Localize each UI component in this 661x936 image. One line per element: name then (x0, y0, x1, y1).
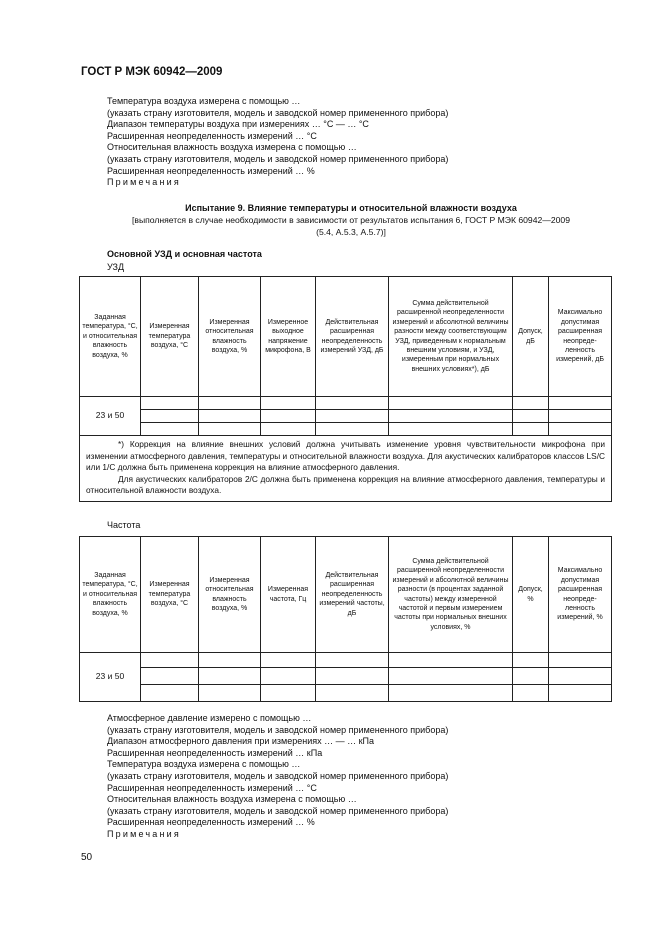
column-header: Сумма действительной расширенной неопределенности измерений и абсолютной величины разности (в процентах заданной частоты) между измеренной частотой и первым измерением частоты при нормальных внешних условиях, % (389, 537, 513, 653)
table-cell[interactable] (141, 397, 199, 410)
test-reference-line: (5.4, А.5.3, А.5.7)] (316, 227, 386, 237)
text-line: (указать страну изготовителя, модель и заводской номер примененного прибора) (107, 770, 449, 781)
text-line: Расширенная неопределенность измерений … °С (107, 782, 317, 793)
table-footnote (80, 436, 612, 502)
text-line: Атмосферное давление измерено с помощью … (107, 713, 312, 723)
table-cell[interactable] (549, 397, 612, 410)
section-title: Основной УЗД и основная частота (107, 249, 262, 259)
text-line: Относительная влажность воздуха измерена с помощью … (107, 142, 357, 153)
column-header: Измеренное выходное напряжение микрофона, В (261, 277, 316, 397)
column-header: Измеренная частота, Гц (261, 537, 316, 653)
table-cell[interactable] (316, 685, 389, 702)
table-cell[interactable] (141, 653, 199, 668)
table-cell[interactable] (513, 668, 549, 685)
text-line: Диапазон температуры воздуха при измерениях … °С — … °С (107, 119, 369, 130)
bottom-measurement-block (107, 713, 448, 841)
table-cell[interactable] (316, 653, 389, 668)
frequency-table (79, 536, 612, 702)
table-cell[interactable] (261, 423, 316, 436)
table-cell[interactable] (316, 410, 389, 423)
text-line: (указать страну изготовителя, модель и заводской номер примененного прибора) (107, 153, 449, 164)
table-cell[interactable] (389, 410, 513, 423)
table-cell[interactable] (316, 397, 389, 410)
table-cell[interactable] (141, 685, 199, 702)
text-line: Диапазон атмосферного давления при измерениях … — … кПа (107, 736, 375, 747)
table-cell[interactable] (261, 685, 316, 702)
column-header: Действительная расширенная неопределенность измерений частоты, дБ (316, 537, 389, 653)
text-line: Расширенная неопределенность измерений … % (107, 165, 315, 176)
text-line: Температура воздуха измерена с помощью … (107, 759, 301, 770)
table-cell[interactable] (389, 668, 513, 685)
footnote-paragraph: *) Коррекция на влияние внешних условий должна учитывать изменение уровня чувствительности микрофона при изменении атмосферного давления, температуры и относительной влажности воздуха. Для акустических калибраторов классов LS/C или 1/C должна быть применена коррекция на влияние атмосферного давления. (86, 439, 605, 473)
row-label: 23 и 50 (80, 653, 141, 702)
table-cell[interactable] (549, 668, 612, 685)
test-title-block (81, 202, 621, 238)
spl-table (79, 276, 612, 502)
column-header: Допуск, дБ (513, 277, 549, 397)
table-cell[interactable] (261, 668, 316, 685)
table-cell[interactable] (199, 668, 261, 685)
text-line: (указать страну изготовителя, модель и заводской номер примененного прибора) (107, 107, 449, 118)
text-line: Расширенная неопределенность измерений … °С (107, 130, 317, 141)
text-line: (указать страну изготовителя, модель и заводской номер примененного прибора) (107, 724, 449, 735)
table-cell[interactable] (513, 685, 549, 702)
column-header: Сумма действительной расширенной неопределенности измерений и абсолютной величины разности между соответствующим УЗД, приведенным к нормальным внешним условиям, и УЗД, измеренным при нормальных внешних условиях*), дБ (389, 277, 513, 397)
table-cell[interactable] (389, 397, 513, 410)
table-cell[interactable] (141, 668, 199, 685)
text-line: (указать страну изготовителя, модель и заводской номер примененного прибора) (107, 805, 449, 816)
table-cell[interactable] (199, 685, 261, 702)
table-cell[interactable] (141, 410, 199, 423)
table-cell[interactable] (513, 653, 549, 668)
text-line: Расширенная неопределенность измерений … кПа (107, 747, 323, 758)
column-header: Допуск, % (513, 537, 549, 653)
text-line: Расширенная неопределенность измерений … % (107, 817, 315, 828)
column-header: Измеренная относительная влажность воздуха, % (199, 277, 261, 397)
document-header: ГОСТ Р МЭК 60942—2009 (81, 66, 223, 78)
column-header: Заданная температура, °С, и относительная влажность воздуха, % (80, 277, 141, 397)
table-cell[interactable] (261, 653, 316, 668)
notes-label: Примечания (107, 828, 181, 839)
table-cell[interactable] (549, 423, 612, 436)
table-cell[interactable] (141, 423, 199, 436)
table-cell[interactable] (549, 685, 612, 702)
test-condition-line: [выполняется в случае необходимости в зависимости от результатов испытания 6, ГОСТ Р МЭК 60942—2009 (132, 215, 570, 225)
page-number: 50 (81, 852, 93, 863)
notes-label: Примечания (107, 177, 181, 188)
table-cell[interactable] (389, 685, 513, 702)
table-cell[interactable] (389, 653, 513, 668)
text-line: Относительная влажность воздуха измерена с помощью … (107, 794, 357, 805)
table-cell[interactable] (261, 397, 316, 410)
table-cell[interactable] (389, 423, 513, 436)
column-header: Измеренная температура воздуха, °С (141, 277, 199, 397)
column-header: Действительная расширенная неопределенность измерений УЗД, дБ (316, 277, 389, 397)
table-cell[interactable] (199, 410, 261, 423)
table-cell[interactable] (513, 423, 549, 436)
table-cell[interactable] (316, 423, 389, 436)
table-cell[interactable] (316, 668, 389, 685)
top-measurement-block (107, 96, 448, 189)
column-header: Максимально допустимая расширенная неопределенность измерений, % (549, 537, 612, 653)
section-subtitle: Частота (107, 520, 141, 530)
table-cell[interactable] (199, 653, 261, 668)
table-cell[interactable] (549, 410, 612, 423)
column-header: Заданная температура, °С, и относительная влажность воздуха, % (80, 537, 141, 653)
table-cell[interactable] (513, 397, 549, 410)
text-line: Температура воздуха измерена с помощью … (107, 96, 301, 106)
footnote-paragraph: Для акустических калибраторов 2/C должна быть применена коррекция на влияние атмосферного давления, температуры и относительной влажности воздуха. (86, 473, 605, 496)
test-title: Испытание 9. Влияние температуры и относительной влажности воздуха (185, 203, 517, 213)
table-cell[interactable] (261, 410, 316, 423)
section-subtitle: УЗД (107, 262, 125, 272)
table-cell[interactable] (199, 423, 261, 436)
table-cell[interactable] (199, 397, 261, 410)
column-header: Максимально допустимая расширенная неопределенность измерений, дБ (549, 277, 612, 397)
table-cell[interactable] (549, 653, 612, 668)
column-header: Измеренная температура воздуха, °С (141, 537, 199, 653)
row-label: 23 и 50 (80, 397, 141, 436)
column-header: Измеренная относительная влажность воздуха, % (199, 537, 261, 653)
table-cell[interactable] (513, 410, 549, 423)
